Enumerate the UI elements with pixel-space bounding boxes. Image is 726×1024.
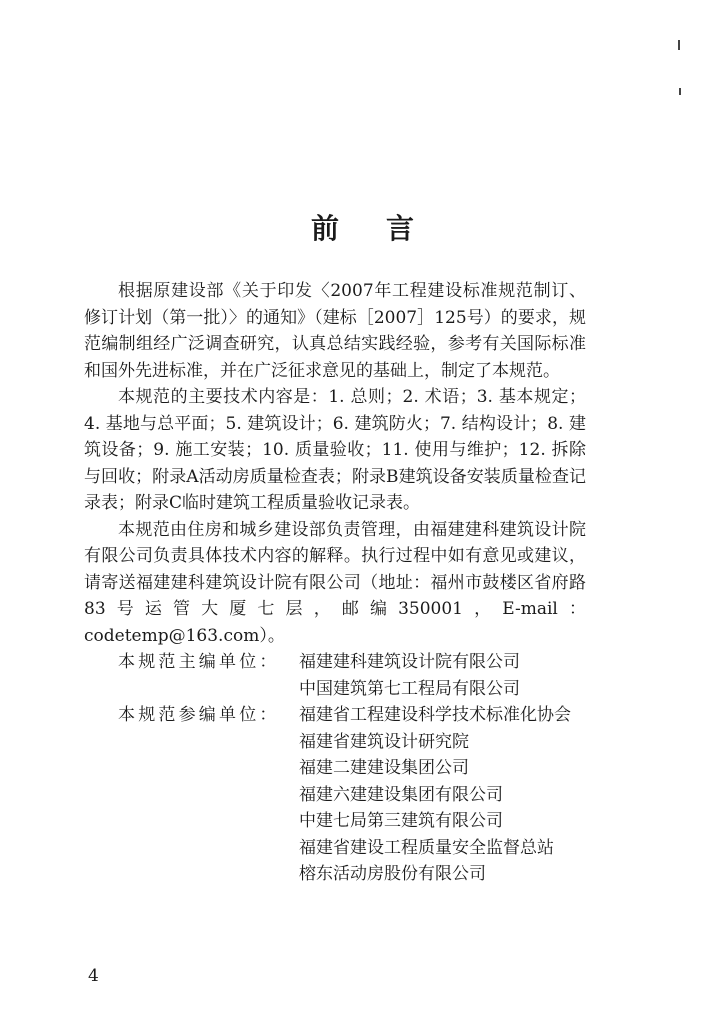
participating-units-label: 本规范参编单位： [118,705,280,725]
paragraph-background: 根据原建设部《关于印发〈2007年工程建设标准规范制订、修订计划（第一批）〉的通知》（建标［2007］125号）的要求，规范编制组经广泛调查研究，认真总结实践经验，参考有关国际标准和国外先进标准，并在广泛征求意见的基础上，制定了本规范。 [84,281,586,381]
chief-units-list [299,649,520,702]
list-item: 福建六建建设集团有限公司 [299,784,503,805]
list-item: 福建建科建筑设计院有限公司 [299,652,520,672]
participating-units-list [299,702,571,888]
title-char-left: 前 [310,212,340,245]
title-char-right: 言 [386,212,416,245]
chief-units-label: 本规范主编单位： [118,652,280,672]
participating-units-row [84,702,586,888]
page-number: 4 [88,966,99,986]
list-item: 福建省建筑设计研究院 [299,731,469,752]
list-item: 中国建筑第七工程局有限公司 [299,678,520,699]
page-title [0,207,726,247]
paragraph-technical-content: 本规范的主要技术内容是：1. 总则；2. 术语；3. 基本规定；4. 基地与总平面；5. 建筑设计；6. 建筑防火；7. 结构设计；8. 建筑设备；9. 施工安装；10. 质量验收；11. 使用与维护；12. 拆除与回收；附录A活动房质量检查表；附录B建筑设备安装质量检查记录表；附录C临时建筑工程质量验收记录表。 [84,387,586,513]
paragraph-administration: 本规范由住房和城乡建设部负责管理，由福建建科建筑设计院有限公司负责具体技术内容的解释。执行过程中如有意见或建议，请寄送福建建科建筑设计院有限公司（地址：福州市鼓楼区省府路83号运管大厦七层，邮编350001，E-mail：codetemp@163.com）。 [84,519,586,646]
document-body [84,278,586,888]
list-item: 福建省工程建设科学技术标准化协会 [299,705,571,725]
list-item: 榕东活动房股份有限公司 [299,864,486,884]
chief-units-row [84,649,586,702]
list-item: 福建省建设工程质量安全监督总站 [299,837,554,858]
drafting-units [84,649,586,888]
scan-speck [678,40,680,50]
scan-speck [679,88,681,95]
list-item: 福建二建建设集团公司 [299,758,469,778]
list-item: 中建七局第三建筑有限公司 [299,811,503,831]
